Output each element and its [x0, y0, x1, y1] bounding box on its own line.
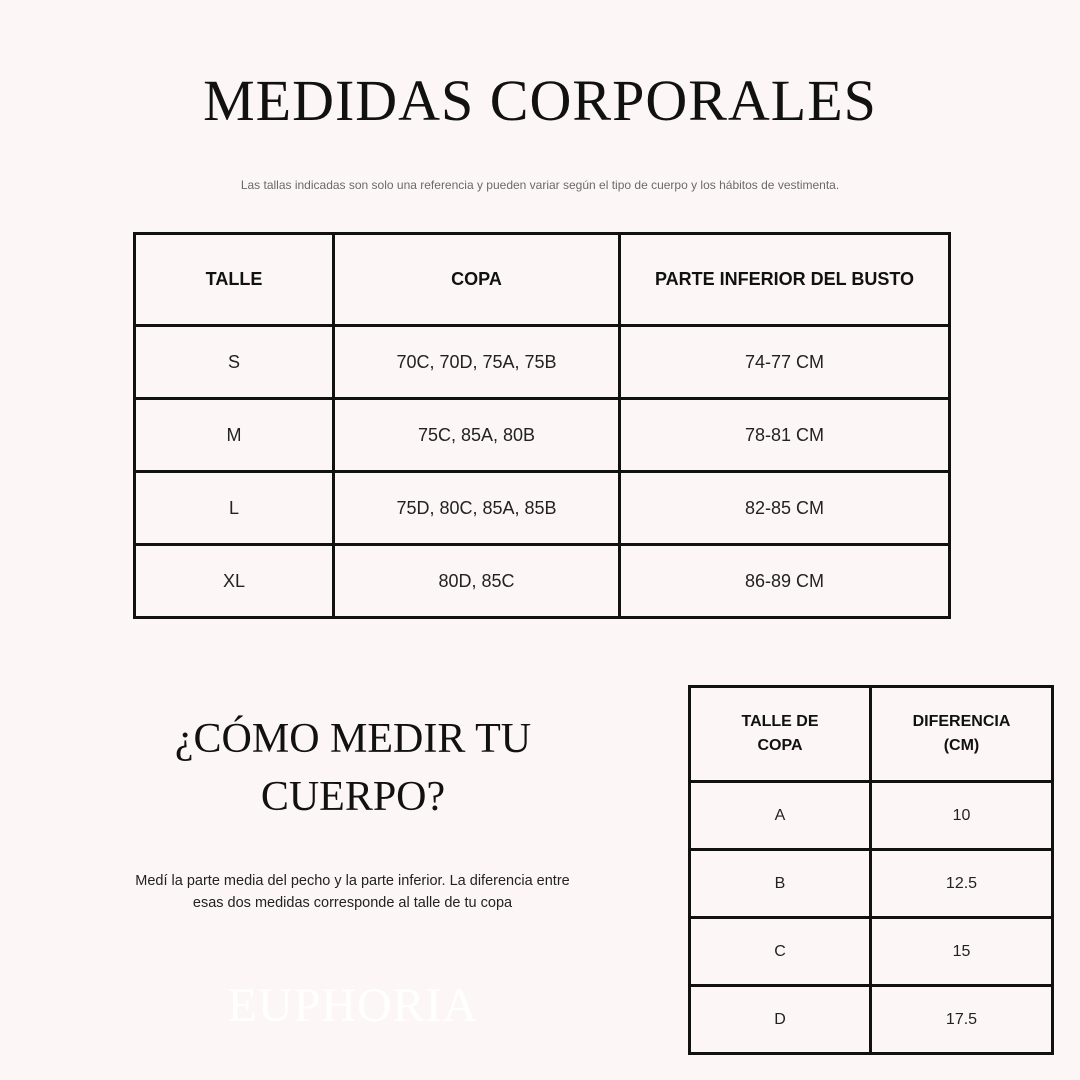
table-row	[135, 399, 950, 472]
table-row	[690, 850, 1053, 918]
table-cell: S	[135, 326, 334, 399]
table-cell: D	[690, 986, 871, 1054]
table-cell: 80D, 85C	[334, 545, 620, 618]
page-subtitle: Las tallas indicadas son solo una referencia y pueden variar según el tipo de cuerpo y los hábitos de vestimenta.	[240, 178, 840, 192]
table-row	[690, 986, 1053, 1054]
table-cell: XL	[135, 545, 334, 618]
size-table-header-copa: COPA	[334, 234, 620, 326]
size-table-header-busto: PARTE INFERIOR DEL BUSTO	[620, 234, 950, 326]
size-table-header-talle: TALLE	[135, 234, 334, 326]
how-to-text: Medí la parte media del pecho y la parte inferior. La diferencia entre esas dos medidas corresponde al talle de tu copa	[135, 873, 570, 911]
table-row	[135, 472, 950, 545]
table-cell: M	[135, 399, 334, 472]
table-row	[690, 918, 1053, 986]
table-cell: 12.5	[871, 850, 1053, 918]
table-row	[690, 782, 1053, 850]
size-table-header-row	[135, 234, 950, 326]
cup-table-header-talle: TALLE DE COPA	[741, 713, 819, 754]
cup-table-header-cell	[690, 687, 871, 782]
table-cell: 15	[871, 918, 1053, 986]
table-cell: C	[690, 918, 871, 986]
table-cell: 74-77 CM	[620, 326, 950, 399]
table-cell: 75C, 85A, 80B	[334, 399, 620, 472]
table-cell: 75D, 80C, 85A, 85B	[334, 472, 620, 545]
table-row	[135, 545, 950, 618]
cup-table	[688, 685, 1054, 1055]
table-cell: L	[135, 472, 334, 545]
how-to-title: ¿CÓMO MEDIR TU CUERPO?	[174, 716, 532, 820]
table-cell: 78-81 CM	[620, 399, 950, 472]
brand-logo: EUPHORIA	[227, 979, 479, 1032]
size-table	[133, 232, 951, 619]
page-title: MEDIDAS CORPORALES	[203, 68, 877, 133]
table-cell: 70C, 70D, 75A, 75B	[334, 326, 620, 399]
table-cell: 10	[871, 782, 1053, 850]
table-cell: 86-89 CM	[620, 545, 950, 618]
table-cell: 82-85 CM	[620, 472, 950, 545]
cup-table-header-cell	[871, 687, 1053, 782]
table-cell: B	[690, 850, 871, 918]
table-cell: A	[690, 782, 871, 850]
cup-table-header-diferencia: DIFERENCIA (CM)	[912, 713, 1011, 754]
cup-table-header-row	[690, 687, 1053, 782]
table-cell: 17.5	[871, 986, 1053, 1054]
table-row	[135, 326, 950, 399]
